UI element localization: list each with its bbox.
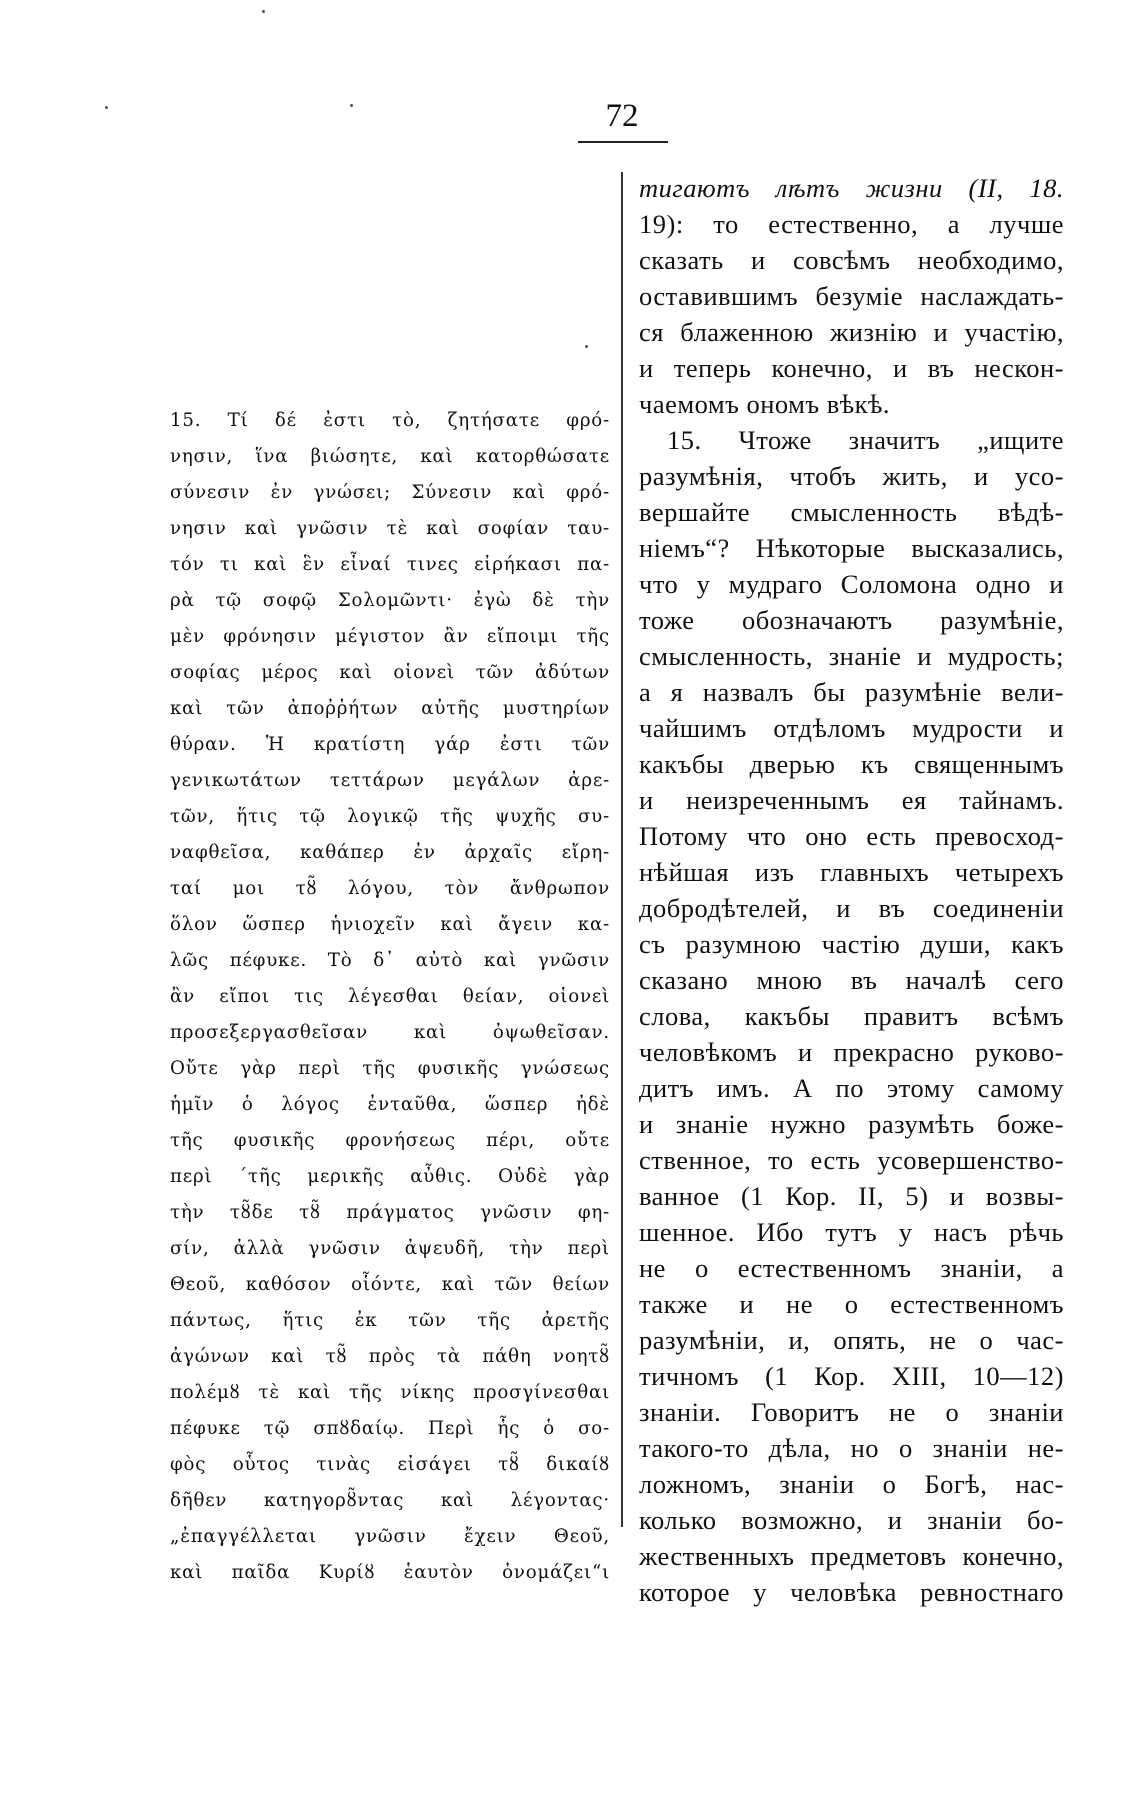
russian-line: Потому что оно есть превосход- (639, 821, 1064, 851)
russian-line: знаніи. Говоритъ не о знаніи (639, 1397, 1064, 1427)
russian-line: и знаніе нужно разумѣть боже- (639, 1109, 1064, 1139)
greek-line: ναφθεῖσα, καθάπερ ἐν ἀρχαῖς εἴρη- (170, 842, 610, 863)
russian-line: слова, какъбы правитъ всѣмъ (639, 1001, 1064, 1031)
page-number-rule (578, 141, 668, 143)
greek-line: ὅλον ὥσπερ ἡνιοχεῖν καὶ ἄγειν κα- (170, 914, 610, 935)
russian-line: ніемъ“? Нѣкоторые высказались, (639, 533, 1064, 563)
russian-line: сказать и совсѣмъ необходимо, (639, 245, 1064, 275)
russian-line: человѣкомъ и прекрасно руково- (639, 1037, 1064, 1067)
greek-line: „ἐπαγγέλλεται γνῶσιν ἔχειν Θεοῦ, (170, 1526, 610, 1547)
russian-line: тичномъ (1 Кор. XIII, 10—12) (639, 1361, 1064, 1391)
russian-line: такого-то дѣла, но о знаніи не- (639, 1433, 1064, 1463)
column-divider (621, 172, 623, 1527)
greek-line: 15. Τί δέ ἐστι τὸ, ζητήσατε φρό- (170, 410, 610, 431)
print-speck (262, 10, 265, 13)
page-number: 72 (605, 98, 639, 134)
russian-line: вершайте смысленность вѣдѣ- (639, 497, 1064, 527)
greek-line: πολέμȣ τὲ καὶ τῆς νίκης προσγίνεσθαι (170, 1382, 610, 1403)
greek-line: ἀγώνων καὶ τȣ̃ πρὸς τὰ πάθη νοητȣ̃ (170, 1346, 610, 1367)
greek-line: σοφίας μέρος καὶ οἱονεὶ τῶν ἀδύτων (170, 662, 610, 683)
greek-line: γενικωτάτων τεττάρων μεγάλων ἀρε- (170, 770, 610, 791)
russian-line: и неизреченнымъ ея тайнамъ. (639, 785, 1064, 815)
russian-line: разумѣнія, чтобъ жить, и усо- (639, 461, 1064, 491)
russian-line: не о естественномъ знаніи, а (639, 1253, 1064, 1283)
russian-line: а я назвалъ бы разумѣніе вели- (639, 677, 1064, 707)
greek-line: ἡμῖν ὁ λόγος ἐνταῦθα, ὥσπερ ἠδὲ (170, 1094, 610, 1115)
russian-line: шенное. Ибо тутъ у насъ рѣчь (639, 1217, 1064, 1247)
greek-line: ρὰ τῷ σοφῷ Σολομῶντι· ἐγὼ δὲ τὴν (170, 590, 610, 611)
russian-line: ственное, то есть усовершенство- (639, 1145, 1064, 1175)
russian-line: разумѣніи, и, опять, не о час- (639, 1325, 1064, 1355)
greek-line: τῆς φυσικῆς φρονήσεως πέρι, οὔτε (170, 1130, 610, 1151)
greek-line: πάντως, ἥτις ἐκ τῶν τῆς ἀρετῆς (170, 1310, 610, 1331)
russian-line: 19): то естественно, а лучше (639, 209, 1064, 239)
greek-line: φὸς οὗτος τινὰς εἰσάγει τȣ̃ δικαίȣ (170, 1454, 610, 1475)
greek-line: λῶς πέφυκε. Τὸ δ᾽ αὐτὸ καὶ γνῶσιν (170, 950, 610, 971)
russian-line: что у мудраго Соломона одно и (639, 569, 1064, 599)
russian-line: какъбы дверью къ священнымъ (639, 749, 1064, 779)
russian-line: съ разумною частію души, какъ (639, 929, 1064, 959)
greek-line: καὶ παῖδα Κυρίȣ ἑαυτὸν ὀνομάζει“ι (170, 1562, 610, 1583)
greek-line: Θεοῦ, καθόσον οἷόντε, καὶ τῶν θείων (170, 1274, 610, 1295)
russian-line: также и не о естественномъ (639, 1289, 1064, 1319)
greek-line: σύνεσιν ἐν γνώσει; Σύνεσιν καὶ φρό- (170, 482, 610, 503)
greek-column (170, 403, 610, 1591)
russian-line: чаемомъ ономъ вѣкѣ. (639, 389, 891, 419)
russian-line: оставившимъ безуміе наслаждать- (639, 281, 1064, 311)
russian-line: жественныхъ предметовъ конечно, (639, 1541, 1064, 1571)
print-speck (105, 106, 108, 109)
greek-line: ἂν εἴποι τις λέγεσθαι θείαν, οἱονεὶ (170, 986, 610, 1007)
greek-line: τόν τι καὶ ἓν εἶναί τινες εἰρήκασι πα- (170, 554, 610, 575)
greek-line: μὲν φρόνησιν μέγιστον ἂν εἴποιμι τῆς (170, 626, 610, 647)
russian-line: сказано мною въ началѣ сего (639, 965, 1064, 995)
russian-line: которое у человѣка ревностнаго (639, 1577, 1064, 1607)
greek-line: νησιν, ἵνα βιώσητε, καὶ κατορθώσατε (170, 446, 610, 467)
russian-line: чайшимъ отдѣломъ мудрости и (639, 713, 1064, 743)
print-speck (585, 345, 588, 348)
greek-line: ταί μοι τȣ̃ λόγου, τὸν ἄνθρωπον (170, 878, 610, 899)
greek-line: προσεξεργασθεῖσαν καὶ ὀψωθεῖσαν. (170, 1022, 610, 1043)
russian-line: ванное (1 Кор. II, 5) и возвы- (639, 1181, 1064, 1211)
russian-line: ся блаженною жизнію и участію, (639, 317, 1064, 347)
russian-line: нѣйшая изъ главныхъ четырехъ (639, 857, 1064, 887)
greek-line: Οὔτε γὰρ περὶ τῆς φυσικῆς γνώσεως (170, 1058, 610, 1079)
russian-line: тигаютъ лѣтъ жизни (II, 18. (639, 173, 1064, 203)
greek-line: δῆθεν κατηγορȣ̃ντας καὶ λέγοντας· (170, 1490, 610, 1511)
russian-line: и теперь конечно, и въ нескон- (639, 353, 1064, 383)
print-speck (350, 104, 353, 107)
russian-line: 15. Чтоже значитъ „ищите (667, 425, 1064, 455)
greek-line: καὶ τῶν ἀποῤῥήτων αὐτῆς μυστηρίων (170, 698, 610, 719)
greek-line: τὴν τȣ̃δε τȣ̃ πράγματος γνῶσιν φη- (170, 1202, 610, 1223)
russian-line: добродѣтелей, и въ соединеніи (639, 893, 1064, 923)
greek-line: τῶν, ἥτις τῷ λογικῷ τῆς ψυχῆς συ- (170, 806, 610, 827)
russian-line: тоже обозначаютъ разумѣніе, (639, 605, 1064, 635)
greek-line: πέφυκε τῷ σπȣδαίῳ. Περὶ ἧς ὁ σο- (170, 1418, 610, 1439)
russian-line: ложномъ, знаніи о Богѣ, нас- (639, 1469, 1064, 1499)
greek-line: σίν, ἀλλὰ γνῶσιν ἀψευδῆ, τὴν περὶ (170, 1238, 610, 1259)
greek-line: περὶ ´τῆς μερικῆς αὖθις. Οὐδὲ γὰρ (170, 1166, 610, 1187)
greek-line: θύραν. Ἡ κρατίστη γάρ ἐστι τῶν (170, 734, 610, 755)
russian-line: дитъ имъ. А по этому самому (639, 1073, 1064, 1103)
russian-column (639, 170, 1064, 1610)
greek-line: νησιν καὶ γνῶσιν τὲ καὶ σοφίαν ταυ- (170, 518, 610, 539)
russian-line: смысленность, знаніе и мудрость; (639, 641, 1064, 671)
russian-line: колько возможно, и знаніи бо- (639, 1505, 1064, 1535)
